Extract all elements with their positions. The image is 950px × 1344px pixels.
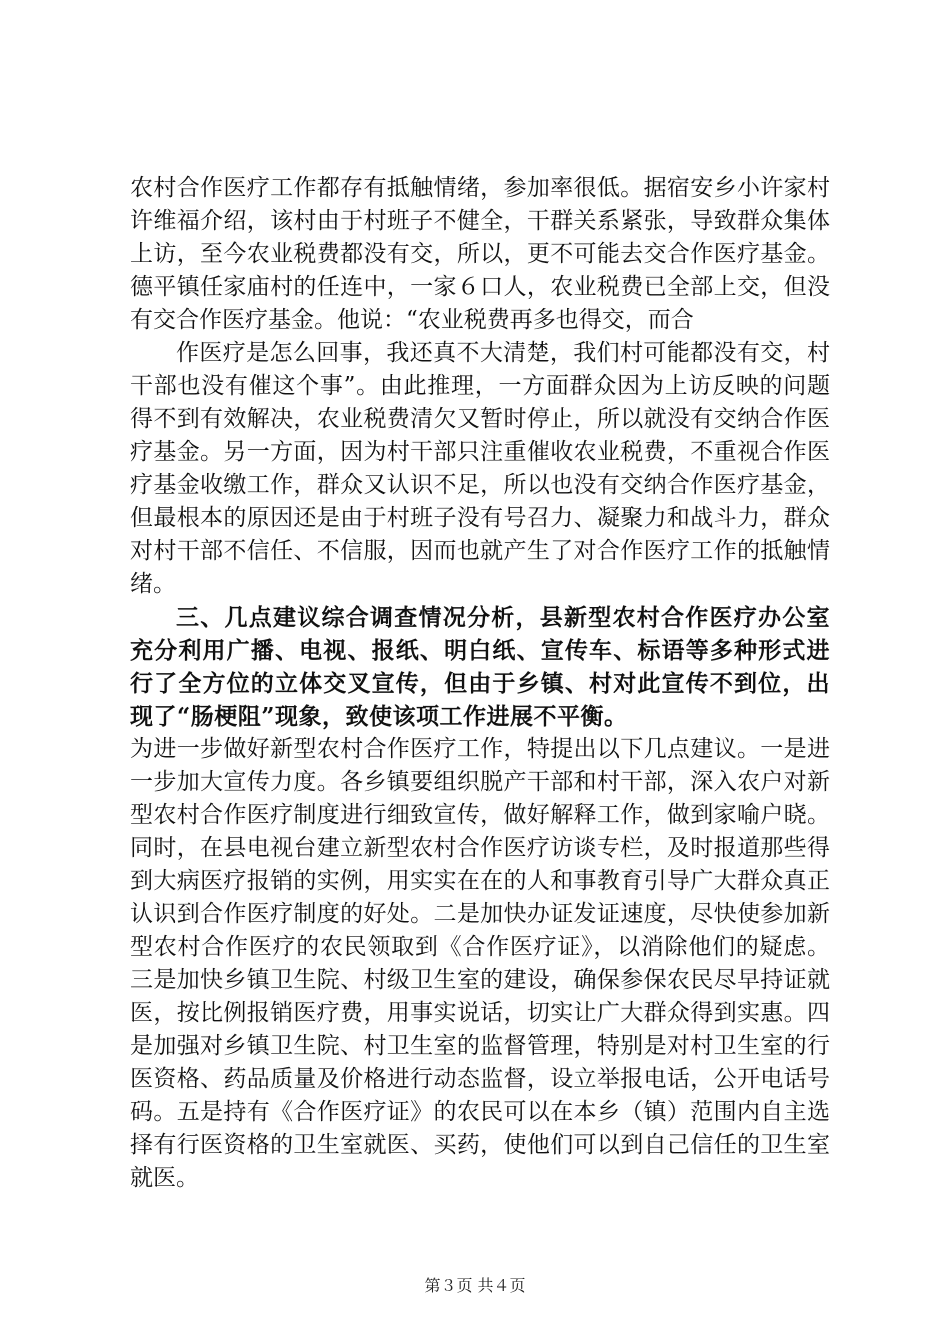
paragraph-2: 作医疗是怎么回事，我还真不大清楚，我们村可能都没有交，村干部也没有催这个事”。由此推理，一方面群众因为上访反映的问题得不到有效解决，农业税费清欠又暂时停止，所以就没有交纳合作医疗基金。另一方面，因为村干部只注重催收农业税费，不重视合作医疗基金收缴工作，群众又认识不足，所以也没有交纳合作医疗基金，但最根本的原因还是由于村班子没有号召力、凝聚力和战斗力，群众对村干部不信任、不信服，因而也就产生了对合作医疗工作的抵触情绪。: [130, 340, 830, 597]
paragraph-1: 农村合作医疗工作都存有抵触情绪，参加率很低。据宿安乡小许家村许维福介绍，该村由于村班子不健全，干群关系紧张，导致群众集体上访，至今农业税费都没有交，所以，更不可能去交合作医疗基金。德平镇任家庙村的任连中，一家６口人，农业税费已全部上交，但没有交合作医疗基金。他说：“农业税费再多也得交，而合: [130, 175, 830, 333]
section-heading-paragraph: 三、几点建议综合调查情况分析，县新型农村合作医疗办公室充分利用广播、电视、报纸、明白纸、宣传车、标语等多种形式进行了全方位的立体交叉宣传，但由于乡镇、村对此宣传不到位，出现了“肠梗阻”现象，致使该项工作进展不平衡。: [130, 604, 830, 730]
document-body: [130, 172, 830, 1195]
page-footer: 第３页 共４页: [424, 1276, 526, 1295]
paragraph-4: 为进一步做好新型农村合作医疗工作，特提出以下几点建议。一是进一步加大宣传力度。各乡镇要组织脱产干部和村干部，深入农户对新型农村合作医疗制度进行细致宣传，做好解释工作，做到家喻户晓。同时，在县电视台建立新型农村合作医疗访谈专栏，及时报道那些得到大病医疗报销的实例，用实实在在的人和事教育引导广大群众真正认识到合作医疗制度的好处。二是加快办证发证速度，尽快使参加新型农村合作医疗的农民领取到《合作医疗证》，以消除他们的疑虑。三是加快乡镇卫生院、村级卫生室的建设，确保参保农民尽早持证就医，按比例报销医疗费，用事实说话，切实让广大群众得到实惠。四是加强对乡镇卫生院、村卫生室的监督管理，特别是对村卫生室的行医资格、药品质量及价格进行动态监督，设立举报电话，公开电话号码。五是持有《合作医疗证》的农民可以在本乡（镇）范围内自主选择有行医资格的卫生室就医、买药，使他们可以到自己信任的卫生室就医。: [130, 736, 830, 1191]
